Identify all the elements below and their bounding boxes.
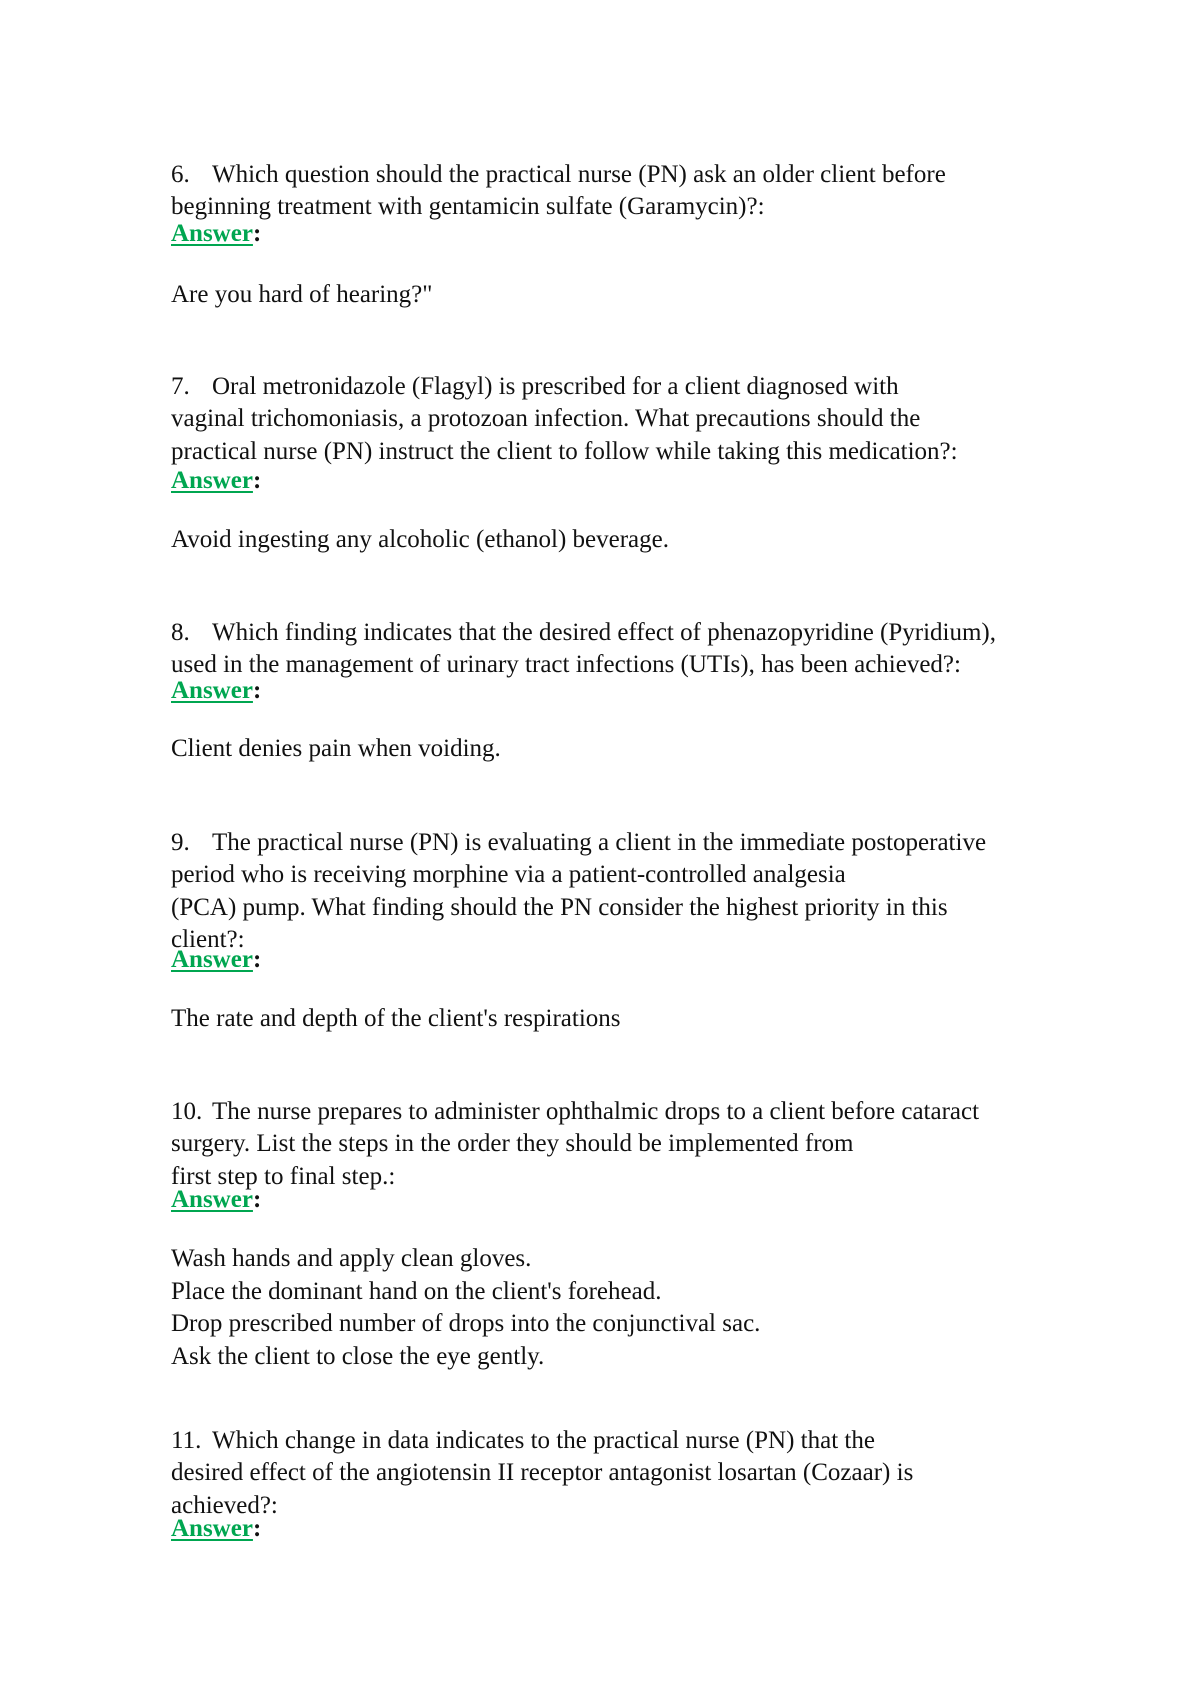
question-number: 10. [171, 1097, 203, 1125]
question-7 [171, 338, 1121, 468]
question-number: 6. [171, 160, 190, 188]
answer-colon: : [252, 946, 262, 973]
answer-colon: : [252, 1515, 262, 1542]
answer-colon: : [252, 1186, 262, 1213]
question-number: 11. [171, 1426, 202, 1454]
question-text: Which finding indicates that the desired effect of phenazopyridine (Pyridium), used in the management of urinary tract infections (UTIs), has been achieved?: [171, 618, 997, 678]
question-number: 8. [171, 618, 190, 646]
question-text: Oral metronidazole (Flagyl) is prescribed for a client diagnosed with vaginal trichomoniasis, a protozoan infection. What precautions should the practical nurse (PN) instruct the client to follow while taking this medication?: [171, 372, 958, 465]
answer-word: Answer [171, 467, 253, 494]
question-8 [171, 584, 1121, 682]
answer-label [171, 1513, 261, 1545]
question-text: The practical nurse (PN) is evaluating a client in the immediate postoperative period who is receiving morphine via a patient-controlled analgesia (PCA) pump. What finding should the PN consider the highest priority in this client?: [171, 828, 987, 953]
answer-word: Answer [171, 677, 253, 704]
answer-6: Are you hard of hearing?" [171, 281, 433, 308]
question-number: 7. [171, 372, 190, 400]
question-text: Which question should the practical nurse (PN) ask an older client before beginning treatment with gentamicin sulfate (Garamycin)?: [171, 160, 946, 220]
answer-label [171, 465, 261, 497]
question-10 [171, 1063, 1121, 1193]
answer-colon: : [252, 677, 262, 704]
answer-label [171, 944, 261, 976]
question-9 [171, 794, 1121, 957]
answer-word: Answer [171, 946, 253, 973]
answer-colon: : [252, 467, 262, 494]
answer-label [171, 218, 261, 250]
answer-9: The rate and depth of the client's respirations [171, 1005, 621, 1032]
answer-label [171, 1184, 261, 1216]
answer-colon: : [252, 220, 262, 247]
question-text: Which change in data indicates to the practical nurse (PN) that the desired effect of the angiotensin II receptor antagonist losartan (Cozaar) is achieved?: [171, 1426, 914, 1519]
question-text: The nurse prepares to administer ophthalmic drops to a client before cataract surgery. List the steps in the order they should be implemented from first step to final step.: [171, 1097, 980, 1190]
question-6 [171, 126, 1121, 224]
answer-word: Answer [171, 1515, 253, 1542]
question-11 [171, 1392, 1121, 1522]
answer-word: Answer [171, 1186, 253, 1213]
answer-word: Answer [171, 220, 253, 247]
answer-10: Wash hands and apply clean gloves. Place the dominant hand on the client's forehead. Drop prescribed number of drops into the conjunctival sac. Ask the client to close the eye gently. [171, 1245, 761, 1370]
answer-8: Client denies pain when voiding. [171, 735, 501, 762]
question-number: 9. [171, 828, 190, 856]
answer-7: Avoid ingesting any alcoholic (ethanol) beverage. [171, 526, 669, 553]
answer-label [171, 675, 261, 707]
